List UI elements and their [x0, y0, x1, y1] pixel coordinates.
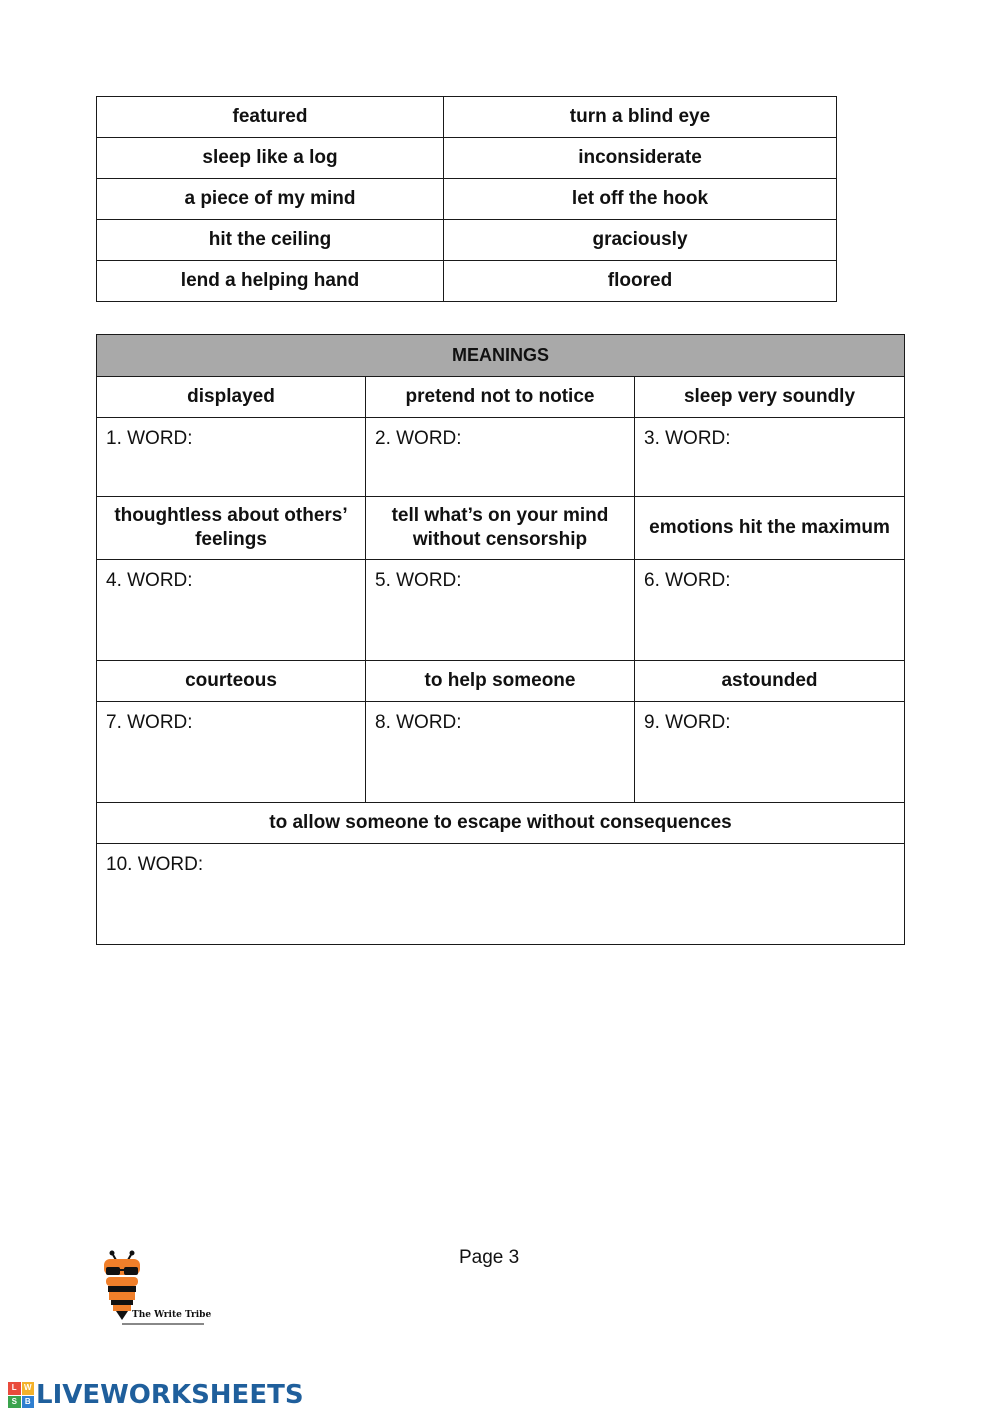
meaning-cell: to allow someone to escape without consequences — [97, 803, 905, 844]
liveworksheets-logo — [8, 1380, 304, 1410]
word-bank-cell: lend a helping hand — [97, 261, 444, 302]
meaning-cell: sleep very soundly — [635, 377, 905, 418]
word-bank-cell: sleep like a log — [97, 138, 444, 179]
answer-field[interactable]: 1. WORD: — [97, 418, 366, 497]
answer-field[interactable]: 2. WORD: — [366, 418, 635, 497]
table-row — [97, 418, 905, 497]
answer-field[interactable]: 8. WORD: — [366, 702, 635, 803]
table-row — [97, 497, 905, 560]
meaning-cell: thoughtless about others’ feelings — [97, 497, 366, 560]
answer-field[interactable]: 6. WORD: — [635, 560, 905, 661]
table-row — [97, 661, 905, 702]
meanings-table — [96, 334, 905, 945]
brand-icon-letter: W — [22, 1382, 35, 1395]
word-bank-cell: a piece of my mind — [97, 179, 444, 220]
word-bank-table — [96, 96, 837, 302]
word-bank-cell: graciously — [444, 220, 837, 261]
answer-field[interactable]: 5. WORD: — [366, 560, 635, 661]
word-bank-cell: turn a blind eye — [444, 97, 837, 138]
meaning-cell: pretend not to notice — [366, 377, 635, 418]
brand-icon-letter: L — [8, 1382, 21, 1395]
table-row — [97, 138, 837, 179]
table-row — [97, 377, 905, 418]
liveworksheets-icon — [8, 1382, 34, 1408]
answer-field[interactable]: 10. WORD: — [97, 844, 905, 945]
table-row — [97, 702, 905, 803]
table-row — [97, 261, 837, 302]
brand-name: LIVEWORKSHEETS — [36, 1380, 304, 1410]
logo-caption: The Write Tribe — [132, 1310, 212, 1320]
answer-field[interactable]: 3. WORD: — [635, 418, 905, 497]
word-bank-cell: hit the ceiling — [97, 220, 444, 261]
table-row — [97, 803, 905, 844]
word-bank-cell: floored — [444, 261, 837, 302]
meaning-cell: emotions hit the maximum — [635, 497, 905, 560]
table-row — [97, 179, 837, 220]
page-number: Page 3 — [459, 1247, 520, 1268]
table-row — [97, 220, 837, 261]
table-row — [97, 844, 905, 945]
word-bank-cell: let off the hook — [444, 179, 837, 220]
meaning-cell: to help someone — [366, 661, 635, 702]
table-row — [97, 335, 905, 377]
meaning-cell: courteous — [97, 661, 366, 702]
meaning-cell: displayed — [97, 377, 366, 418]
write-tribe-logo — [98, 1250, 212, 1330]
table-row — [97, 560, 905, 661]
word-bank-cell: inconsiderate — [444, 138, 837, 179]
word-bank-cell: featured — [97, 97, 444, 138]
meanings-header: MEANINGS — [97, 335, 905, 377]
answer-field[interactable]: 7. WORD: — [97, 702, 366, 803]
brand-icon-letter: S — [8, 1396, 21, 1409]
meaning-cell: tell what’s on your mind without censorship — [366, 497, 635, 560]
meaning-cell: astounded — [635, 661, 905, 702]
table-row — [97, 97, 837, 138]
brand-icon-letter: B — [22, 1396, 35, 1409]
answer-field[interactable]: 9. WORD: — [635, 702, 905, 803]
answer-field[interactable]: 4. WORD: — [97, 560, 366, 661]
